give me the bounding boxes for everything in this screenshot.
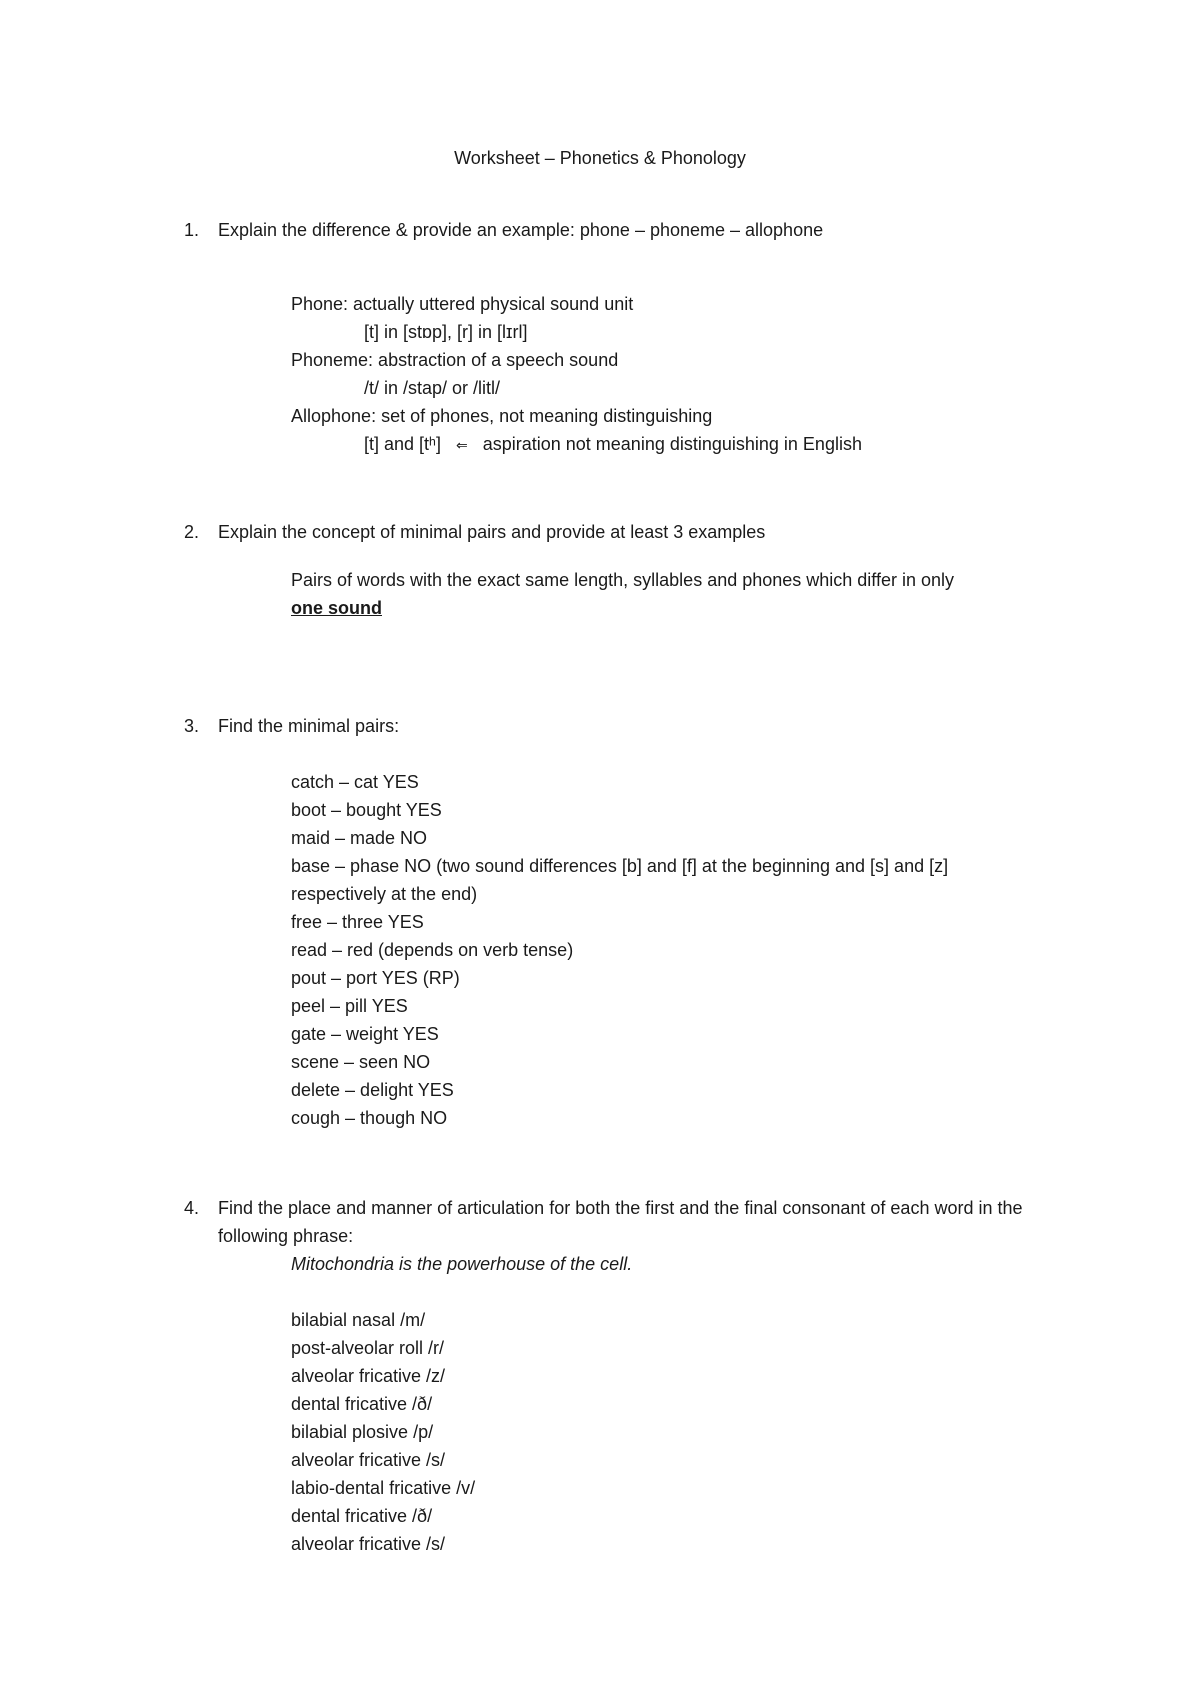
articulation-answer: dental fricative /ð/ — [291, 1394, 433, 1414]
pair-item: delete – delight YES — [291, 1080, 454, 1100]
minimal-pairs-emphasis — [291, 594, 382, 622]
question-text: Find the minimal pairs: — [218, 716, 400, 736]
articulation-answer: alveolar fricative /s/ — [291, 1534, 446, 1554]
articulation-answer: post-alveolar roll /r/ — [291, 1338, 445, 1358]
question-number: 4. — [184, 1198, 200, 1218]
question-number: 2. — [184, 522, 200, 542]
pair-item: free – three YES — [291, 912, 424, 932]
pair-item: gate – weight YES — [291, 1024, 439, 1044]
articulation-answer: bilabial plosive /p/ — [291, 1422, 434, 1442]
question-number: 1. — [184, 220, 200, 240]
question-text: Explain the difference & provide an example: phone – phoneme – allophone — [218, 220, 824, 240]
phrase: Mitochondria is the powerhouse of the cell. — [291, 1254, 633, 1274]
pair-item: peel – pill YES — [291, 996, 408, 1016]
pair-item: catch – cat YES — [291, 772, 419, 792]
allophone-example — [364, 430, 862, 459]
phone-example: [t] in [stɒp], [r] in [lɪrl] — [364, 322, 528, 342]
question-number: 3. — [184, 716, 200, 736]
allophone-example-b: aspiration not meaning distinguishing in English — [482, 434, 862, 454]
articulation-answer: alveolar fricative /z/ — [291, 1366, 446, 1386]
question-text: Find the place and manner of articulation for both the first and the final consonant of each word in the following phrase: — [218, 1198, 1023, 1246]
phoneme-definition: Phoneme: abstraction of a speech sound — [291, 350, 619, 370]
pair-item: pout – port YES (RP) — [291, 968, 460, 988]
phoneme-example: /t/ in /stap/ or /litl/ — [364, 378, 501, 398]
question-text: Explain the concept of minimal pairs and provide at least 3 examples — [218, 522, 766, 542]
minimal-pairs-answer: Pairs of words with the exact same length, syllables and phones which differ in only — [291, 570, 955, 590]
articulation-answer: labio-dental fricative /v/ — [291, 1478, 476, 1498]
pair-item: cough – though NO — [291, 1108, 448, 1128]
pair-item: maid – made NO — [291, 828, 428, 848]
phone-definition: Phone: actually uttered physical sound unit — [291, 294, 634, 314]
articulation-answer: dental fricative /ð/ — [291, 1506, 433, 1526]
left-arrow-icon: ⇐ — [455, 437, 468, 453]
worksheet-title: Worksheet – Phonetics & Phonology — [454, 148, 746, 168]
allophone-example-a: [t] and [tʰ] — [364, 434, 441, 454]
pair-item: respectively at the end) — [291, 884, 478, 904]
pair-item: read – red (depends on verb tense) — [291, 940, 574, 960]
articulation-answer: alveolar fricative /s/ — [291, 1450, 446, 1470]
pair-item: scene – seen NO — [291, 1052, 431, 1072]
pair-item: base – phase NO (two sound differences [b] and [f] at the beginning and [s] and [z] — [291, 856, 949, 876]
allophone-definition: Allophone: set of phones, not meaning distinguishing — [291, 406, 713, 426]
one-sound-emphasis: one sound — [291, 598, 382, 618]
articulation-answer: bilabial nasal /m/ — [291, 1310, 426, 1330]
pair-item: boot – bought YES — [291, 800, 442, 820]
